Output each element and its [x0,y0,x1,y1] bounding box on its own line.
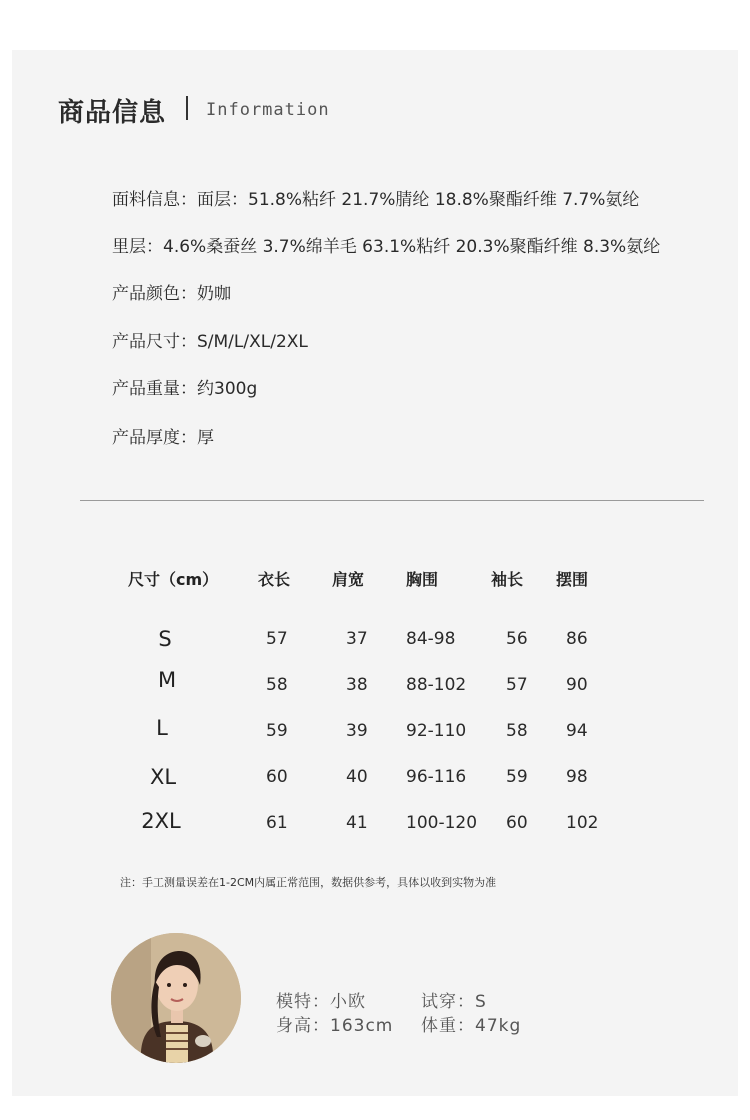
page-title: 商品信息 [58,98,167,128]
lining-info: 里层：4.6%桑蚕丝 3.7%绵羊毛 63.1%粘纤 20.3%聚酯纤维 8.3%氨纶 [112,237,661,257]
table-cell: 38 [346,675,368,695]
table-cell: 100-120 [406,813,478,833]
table-cell: 56 [506,629,528,649]
fabric-info: 面料信息：面层：51.8%粘纤 21.7%腈纶 18.8%聚酯纤维 7.7%氨纶 [112,190,640,210]
size-label: L [156,716,168,740]
table-cell: 58 [506,721,528,741]
page-subtitle: Information [206,100,330,120]
table-cell: 60 [266,767,288,787]
table-cell: 40 [346,767,368,787]
size-label: 2XL [141,809,181,833]
color-info: 产品颜色：奶咖 [112,284,231,304]
table-cell: 60 [506,813,528,833]
table-header-shoulder: 肩宽 [332,570,365,589]
title-divider [186,96,188,120]
table-cell: 94 [566,721,588,741]
table-cell: 41 [346,813,368,833]
table-cell: 88-102 [406,675,467,695]
table-cell: 90 [566,675,588,695]
table-cell: 86 [566,629,588,649]
measurement-note: 注：手工测量误差在1-2CM内属正常范围，数据供参考，具体以收到实物为准 [120,876,497,889]
table-header-hem: 摆围 [556,570,589,589]
table-header-size: 尺寸（cm） [128,570,219,589]
table-cell: 59 [506,767,528,787]
table-cell: 84-98 [406,629,456,649]
table-cell: 92-110 [406,721,467,741]
model-try-on: 试穿：S [421,992,487,1012]
table-cell: 61 [266,813,288,833]
table-cell: 57 [266,629,288,649]
weight-info: 产品重量：约300g [112,379,258,399]
table-cell: 37 [346,629,368,649]
size-label: S [158,627,172,651]
section-divider [80,500,704,501]
table-header-length: 衣长 [258,570,291,589]
table-cell: 98 [566,767,588,787]
table-header-sleeve: 袖长 [491,570,524,589]
size-label: M [157,668,177,692]
thickness-info: 产品厚度：厚 [112,428,214,448]
table-cell: 39 [346,721,368,741]
table-cell: 59 [266,721,288,741]
table-header-chest: 胸围 [406,570,439,589]
model-height: 身高：163cm [276,1016,394,1036]
table-cell: 58 [266,675,288,695]
model-avatar [111,933,241,1063]
table-cell: 96-116 [406,767,467,787]
model-name: 模特：小欧 [276,992,366,1012]
size-label: XL [149,765,177,789]
table-cell: 102 [566,813,599,833]
table-cell: 57 [506,675,528,695]
model-portrait-image [111,933,241,1063]
size-info: 产品尺寸：S/M/L/XL/2XL [112,332,308,352]
model-weight: 体重：47kg [421,1016,522,1036]
